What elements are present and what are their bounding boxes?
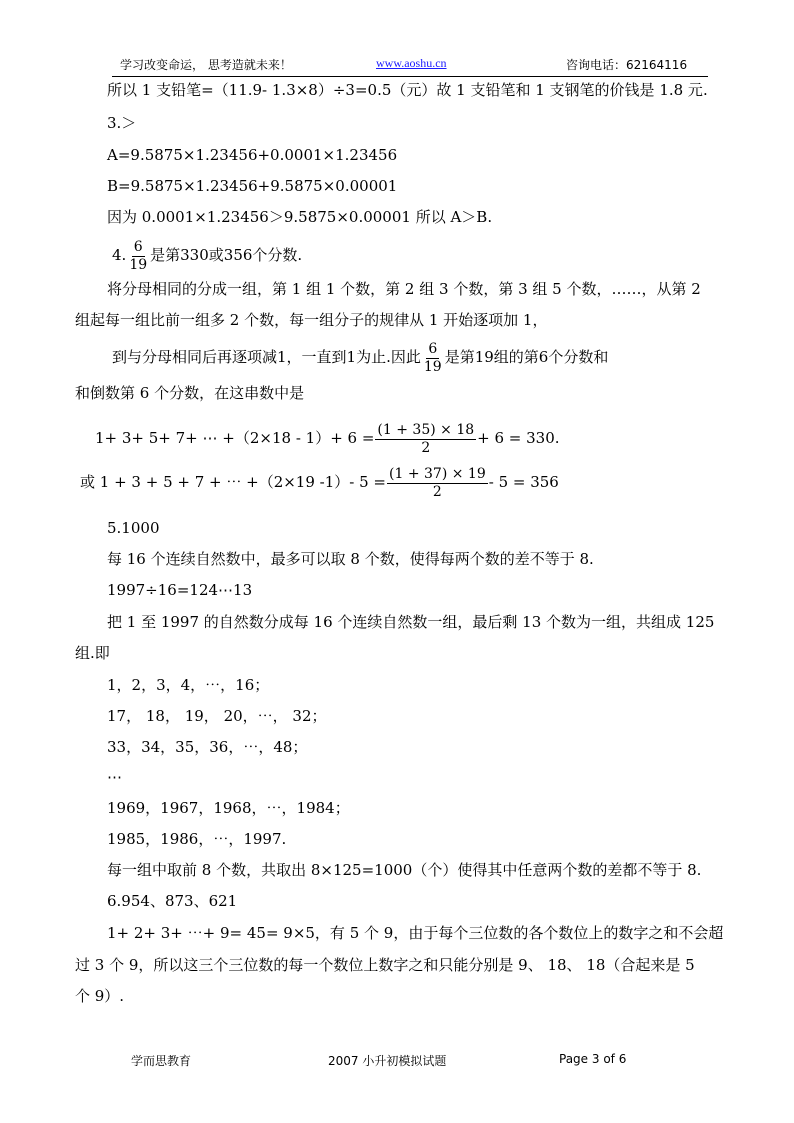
equation-2 bbox=[80, 464, 559, 501]
footer-page-number: Page 3 of 6 bbox=[559, 1052, 627, 1066]
text-line: 1997÷16=124⋯13 bbox=[107, 581, 253, 599]
text-line: 1+ 2+ 3+ ⋯+ 9= 45= 9×5，有 5 个 9，由于每个三位数的各个数位上的数字之和不会超 bbox=[107, 924, 724, 942]
list-item: 33，34，35，36，⋯，48； bbox=[107, 738, 308, 756]
formula-b: B=9.5875×1.23456+9.5875×0.00001 bbox=[107, 177, 398, 195]
list-item: 1985，1986，⋯，1997. bbox=[107, 830, 287, 848]
answer-6-label: 6.954、873、621 bbox=[107, 892, 238, 910]
text-line: 因为 0.0001×1.23456＞9.5875×0.00001 所以 A＞B. bbox=[107, 208, 493, 226]
equation-segment: 或 1 + 3 + 5 + 7 + ⋯ +（2×19 -1）- 5 = bbox=[80, 473, 386, 491]
list-item: 17， 18， 19， 20，⋯， 32； bbox=[107, 707, 327, 725]
answer-3-label: 3.＞ bbox=[107, 114, 137, 132]
text-line: 过 3 个 9，所以这三个三位数的每一个数位上数字之和只能分别是 9、 18、 18（合起来是 5 bbox=[75, 956, 695, 974]
text-segment: 是第19组的第6个分数和 bbox=[444, 348, 609, 366]
text-line: 把 1 至 1997 的自然数分成每 16 个连续自然数一组，最后剩 13 个数为一组，共组成 125 bbox=[107, 613, 715, 631]
equation-segment: 1+ 3+ 5+ 7+ ⋯ +（2×18 - 1）+ 6 = bbox=[95, 429, 375, 447]
list-item: 1，2，3，4，⋯，16； bbox=[107, 676, 270, 694]
equation-fraction: $\frac{(1 + 37) \times 19}{2}$ bbox=[389, 465, 486, 500]
formula-a: A=9.5875×1.23456+0.0001×1.23456 bbox=[107, 146, 398, 164]
header-divider bbox=[112, 76, 708, 77]
fraction-6-19: $\frac{6}{19}$ bbox=[423, 340, 442, 375]
header-phone: 咨询电话：62164116 bbox=[566, 58, 688, 72]
list-item: ⋯ bbox=[107, 768, 122, 786]
text-line-with-fraction bbox=[112, 340, 608, 376]
answer-4-line bbox=[112, 238, 302, 274]
footer-company: 学而思教育 bbox=[131, 1054, 192, 1068]
fraction-6-19: $\frac{6}{19}$ bbox=[129, 238, 148, 273]
text-line: 组起每一组比前一组多 2 个数，每一组分子的规律从 1 开始逐项加 1， bbox=[75, 311, 548, 329]
text-line: 组.即 bbox=[75, 644, 110, 662]
header-website-link[interactable]: www.aoshu.cn bbox=[376, 56, 447, 70]
text-line: 个 9）. bbox=[75, 987, 125, 1005]
equation-segment: + 6 = 330. bbox=[477, 429, 560, 447]
equation-segment: - 5 = 356 bbox=[488, 473, 559, 491]
text-line: 所以 1 支铅笔=（11.9- 1.3×8）÷3=0.5（元）故 1 支铅笔和 1 支钢笔的价钱是 1.8 元. bbox=[107, 81, 708, 99]
answer-5-label: 5.1000 bbox=[107, 519, 160, 537]
text-segment: 是第330或356个分数. bbox=[150, 246, 303, 264]
equation-fraction: $\frac{(1 + 35) \times 18}{2}$ bbox=[377, 421, 475, 456]
answer-4-label: 4. bbox=[112, 246, 127, 264]
equation-1 bbox=[95, 420, 560, 457]
list-item: 1969，1967，1968，⋯，1984； bbox=[107, 799, 350, 817]
text-line: 每一组中取前 8 个数，共取出 8×125=1000（个）使得其中任意两个数的差都不等于 8. bbox=[107, 861, 702, 879]
header-slogan: 学习改变命运， 思考造就未来！ bbox=[120, 58, 292, 72]
text-line: 每 16 个连续自然数中，最多可以取 8 个数，使得每两个数的差不等于 8. bbox=[107, 550, 594, 568]
footer-title: 2007 小升初模拟试题 bbox=[328, 1054, 447, 1068]
text-line: 和倒数第 6 个分数，在这串数中是 bbox=[75, 384, 305, 402]
text-line: 将分母相同的分成一组，第 1 组 1 个数，第 2 组 3 个数，第 3 组 5 个数，……，从第 2 bbox=[107, 280, 701, 298]
text-segment: 到与分母相同后再逐项减1，一直到1为止.因此 bbox=[112, 348, 421, 366]
